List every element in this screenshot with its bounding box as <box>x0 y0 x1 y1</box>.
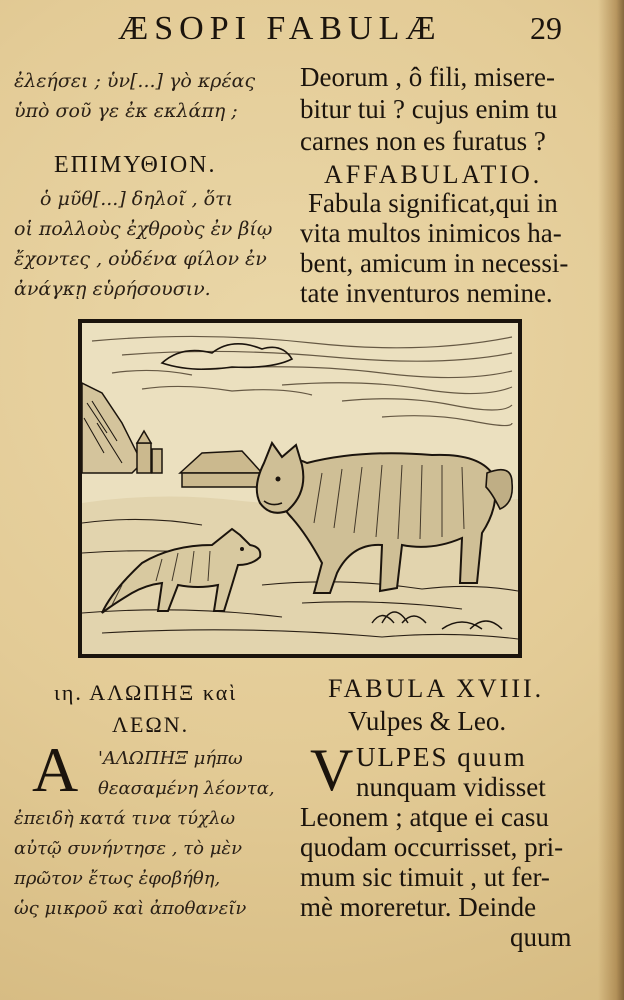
greek-line: πρῶτον ἔτως ἐφοβήθη, <box>14 868 221 889</box>
epimythion-heading: ΕΠΙΜΥΘΙΟΝ. <box>54 152 217 178</box>
latin-fable-heading-2: Vulpes & Leo. <box>348 706 507 736</box>
page-number: 29 <box>530 10 562 46</box>
running-title: ÆSOPI FABULÆ <box>118 10 442 47</box>
greek-line: οἱ πολλοὺς ἐχθροὺς ἐν βίῳ <box>14 218 273 240</box>
sky-hatching <box>92 336 512 425</box>
greek-line: ἐπειδὴ κατά τινα τύχλω <box>14 808 236 829</box>
greek-line: αὐτῷ συνήντησε , τὸ μὲν <box>14 838 243 859</box>
latin-line: bent, amicum in necessi- <box>300 248 569 278</box>
latin-line: bitur tui ? cujus enim tu <box>300 94 558 124</box>
latin-line: quodam occurrisset, pri- <box>300 832 564 862</box>
latin-catchword: quum <box>510 922 572 952</box>
hill <box>82 383 142 473</box>
greek-line: ἀνάγκῃ εὑρήσουσιν. <box>14 278 211 300</box>
latin-line: tate inventuros nemine. <box>300 278 553 308</box>
page-header <box>0 6 624 50</box>
woodcut-illustration <box>78 319 522 658</box>
latin-line: mum sic timuit , ut fer- <box>300 862 550 892</box>
latin-line: mè moreretur. Deinde <box>300 892 537 922</box>
latin-line: ULPES quum <box>356 742 527 772</box>
greek-line: 'ΑΛΩΠΗΞ μήπω <box>98 748 243 769</box>
greek-line: θεασαμένη λέοντα, <box>98 778 275 799</box>
latin-line: Fabula significat,qui in <box>308 188 558 218</box>
greek-drop-cap: A <box>32 734 79 805</box>
greek-line: ὁ μῦθ[...] δηλοῖ , ὅτι <box>40 188 234 210</box>
greek-fable-heading-1: ιη. ΑΛΩΠΗΞ καὶ <box>54 680 238 705</box>
greek-line: ἐλεήσει ; ὑν[...] γὸ κρέας <box>14 70 256 92</box>
latin-line: carnes non es furatus ? <box>300 126 546 156</box>
greek-line: ὑπὸ σοῦ γε ἐκ εκλάπη ; <box>14 100 238 122</box>
fox-and-lion-woodcut <box>82 323 518 654</box>
page-edge-shadow <box>598 0 624 1000</box>
village <box>137 431 262 487</box>
latin-line: Deorum , ô fili, misere- <box>300 62 555 92</box>
latin-line: Leonem ; atque ei casu <box>300 802 549 832</box>
latin-drop-cap: V <box>310 737 354 803</box>
affabulatio-heading: AFFABULATIO. <box>324 160 543 189</box>
latin-line: nunquam vidisset <box>356 772 546 802</box>
cloud <box>162 344 292 369</box>
greek-line: ἔχοντες , οὐδένα φίλον ἐν <box>14 248 267 270</box>
latin-fable-heading-1: FABULA XVIII. <box>328 674 545 703</box>
greek-line: ὡς μικροῦ καὶ ἀποθανεῖν <box>14 898 247 919</box>
latin-line: vita multos inimicos ha- <box>300 218 562 248</box>
greek-fable-heading-2: ΛΕΩΝ. <box>112 712 190 737</box>
